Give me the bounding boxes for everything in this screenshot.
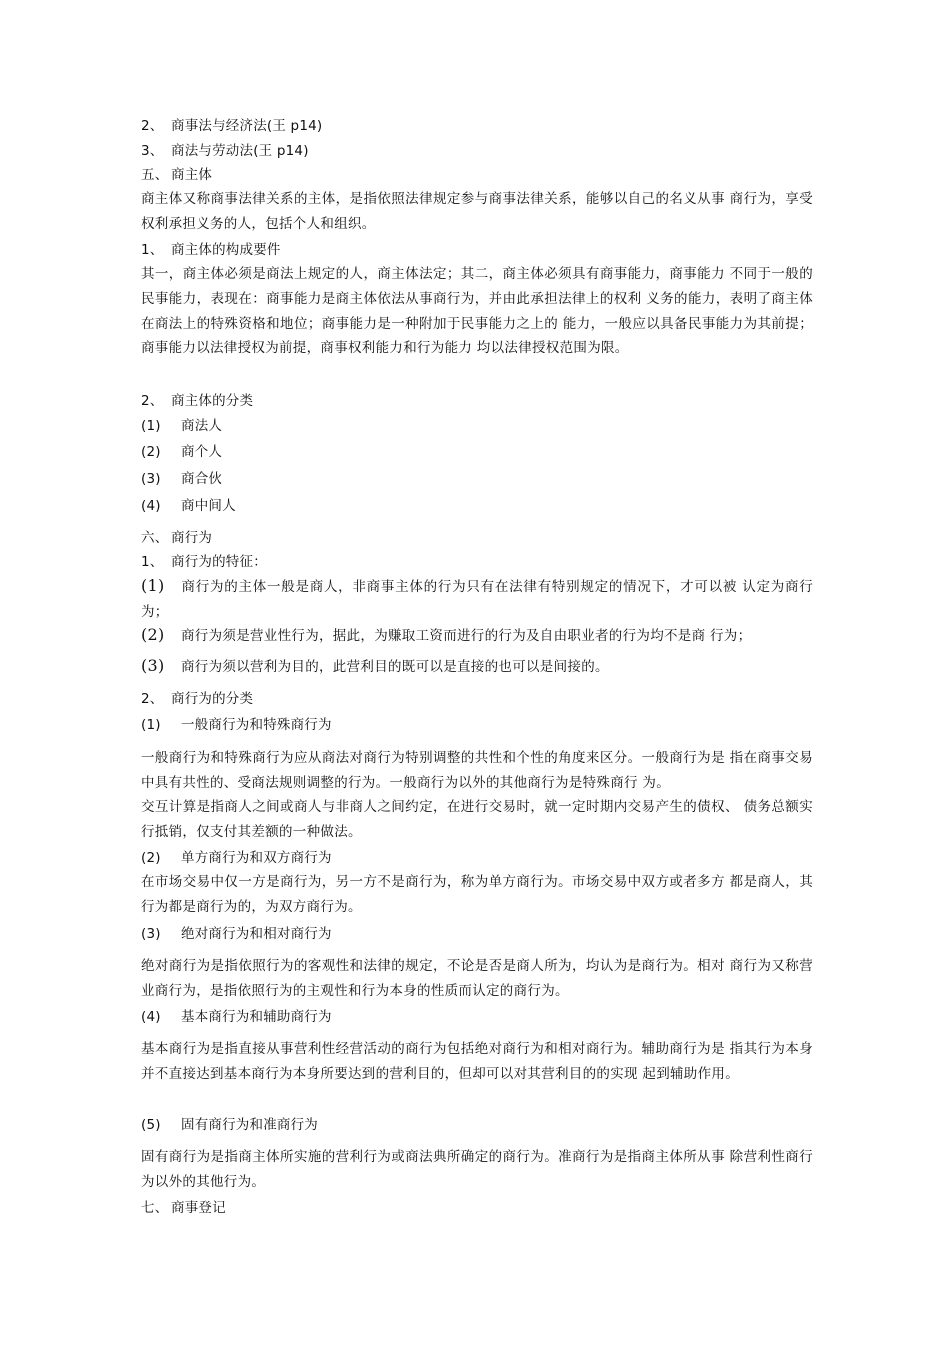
subheading-basic-auxiliary: (4) 基本商行为和辅助商行为: [141, 1009, 332, 1025]
heading-1-features: 1、 商行为的特征：: [141, 554, 267, 570]
heading-3-commerce-labor: 3、 商法与劳动法(王 p14): [141, 143, 309, 159]
subheading-inherent-quasi: (5) 固有商行为和准商行为: [141, 1117, 318, 1133]
list-item: (3) 商合伙: [141, 471, 223, 487]
list-item: (4) 商中间人: [141, 498, 236, 514]
paragraph-general-special: 一般商行为和特殊商行为应从商法对商行为特别调整的共性和个性的角度来区分。一般商行为是 指在商事交易中具有共性的、受商法规则调整的行为。一般商行为以外的其他商行为是特殊商行 为。: [141, 750, 813, 791]
subheading-unilateral-bilateral: (2) 单方商行为和双方商行为: [141, 850, 332, 866]
paragraph-basic-auxiliary: 基本商行为是指直接从事营利性经营活动的商行为包括绝对商行为和相对商行为。辅助商行为是 指其行为本身并不直接达到基本商行为本身所要达到的营利目的，但却可以对其营利目的的实现 起到辅助作用。: [141, 1041, 813, 1082]
paragraph-unilateral-bilateral: 在市场交易中仅一方是商行为，另一方不是商行为，称为单方商行为。市场交易中双方或者多方 都是商人，其行为都是商行为的，为双方商行为。: [141, 874, 813, 915]
paragraph-commercial-subject: 商主体又称商事法律关系的主体，是指依照法律规定参与商事法律关系，能够以自己的名义从事 商行为，享受权利承担义务的人，包括个人和组织。: [141, 191, 813, 232]
heading-2-act-classification: 2、 商行为的分类: [141, 691, 254, 707]
list-item: (1) 商法人: [141, 418, 223, 434]
paragraph-commercial-capacity: 其一，商主体必须是商法上规定的人，商主体法定；其二，商主体必须具有商事能力，商事能力 不同于一般的民事能力，表现在：商事能力是商主体依法从事商行为，并由此承担法律上的权利 义务的能力，表明了商主体在商法上的特殊资格和地位；商事能力是一种附加于民事能力之上的 能力，一般应以具备民事能力为其前提；商事能力以法律授权为前提，商事权利能力和行为能力 均以法律授权范围为限。: [141, 266, 813, 357]
section-7-heading: 七、 商事登记: [141, 1200, 226, 1216]
subheading-general-special: (1) 一般商行为和特殊商行为: [141, 717, 332, 733]
feature-item-1: (1) 商行为的主体一般是商人，非商事主体的行为只有在法律有特别规定的情况下，才可以被 认定为商行为；: [141, 576, 813, 620]
heading-2-subject-classification: 2、 商主体的分类: [141, 393, 254, 409]
section-6-heading: 六、 商行为: [141, 530, 213, 546]
section-5-heading: 五、 商主体: [141, 167, 213, 183]
list-item: (2) 商个人: [141, 444, 223, 460]
feature-item-3: (3) 商行为须以营利为目的，此营利目的既可以是直接的也可以是间接的。: [141, 656, 609, 675]
heading-2-commerce-economic: 2、 商事法与经济法(王 p14): [141, 118, 323, 134]
heading-1-constituents: 1、 商主体的构成要件: [141, 242, 281, 258]
paragraph-inherent-quasi: 固有商行为是指商主体所实施的营利行为或商法典所确定的商行为。准商行为是指商主体所从事 除营利性商行为以外的其他行为。: [141, 1149, 813, 1190]
subheading-absolute-relative: (3) 绝对商行为和相对商行为: [141, 926, 332, 942]
paragraph-absolute-relative: 绝对商行为是指依照行为的客观性和法律的规定，不论是否是商人所为，均认为是商行为。相对 商行为又称营业商行为，是指依照行为的主观性和行为本身的性质而认定的商行为。: [141, 958, 813, 999]
feature-item-2: (2) 商行为须是营业性行为，据此，为赚取工资而进行的行为及自由职业者的行为均不是商 行为；: [141, 625, 752, 644]
paragraph-mutual-calculation: 交互计算是指商人之间或商人与非商人之间约定，在进行交易时，就一定时期内交易产生的债权、 债务总额实行抵销，仅支付其差额的一种做法。: [141, 799, 813, 840]
